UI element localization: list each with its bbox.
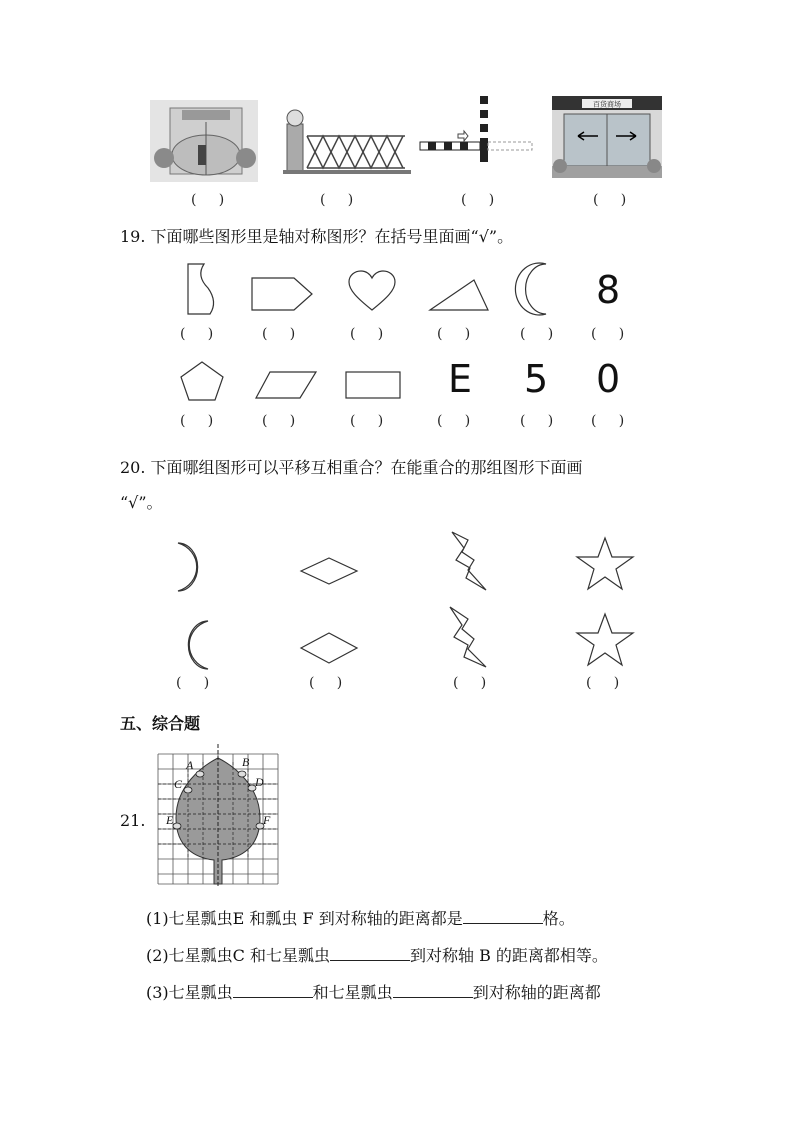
answer-paren-19-6[interactable]: ( ) [591, 326, 625, 342]
answer-paren-19-11[interactable]: ( ) [520, 413, 554, 429]
part-2-text-b: 到对称轴 B 的距离都相等。 [410, 946, 608, 965]
label-a: A [186, 758, 194, 772]
star-figure-bottom [576, 612, 636, 668]
answer-blank-2[interactable] [330, 946, 410, 961]
answer-paren-19-4[interactable]: ( ) [437, 326, 471, 342]
label-f: F [263, 813, 271, 827]
answer-paren-20-1[interactable]: ( ) [176, 675, 210, 691]
answer-paren-19-2[interactable]: ( ) [262, 326, 296, 342]
digit-0-figure: 0 [596, 357, 621, 401]
sliding-gate-image [283, 106, 413, 176]
sliding-door-image [552, 96, 664, 180]
answer-blank-1[interactable] [463, 909, 543, 924]
triangle-figure [428, 278, 492, 314]
moon-figure-top [176, 541, 210, 593]
part-3-text-a: (3)七星瓢虫 [146, 983, 233, 1002]
part-2-text-a: (2)七星瓢虫C 和七星瓢虫 [146, 946, 330, 965]
digit-8-figure: 8 [596, 268, 621, 312]
question-21-number: 21. [120, 811, 146, 830]
crescent-figure [520, 262, 554, 318]
answer-paren-top-4[interactable]: ( ) [593, 192, 627, 208]
answer-paren-20-4[interactable]: ( ) [586, 675, 620, 691]
answer-paren-19-9[interactable]: ( ) [350, 413, 384, 429]
star-figure-top [576, 536, 636, 592]
part-3-text-c: 到对称轴的距离都 [472, 983, 601, 1002]
answer-blank-3[interactable] [233, 983, 313, 998]
question-20-line2: “√”。 [120, 493, 163, 512]
answer-blank-4[interactable] [393, 983, 473, 998]
label-b: B [242, 755, 250, 769]
label-e: E [166, 813, 174, 827]
moon-figure-bottom [176, 619, 210, 671]
question-19-text: 19. 下面哪些图形里是轴对称图形？在括号里面画“√”。 [120, 227, 514, 246]
store-sign-text: 百货商场 [593, 100, 621, 109]
answer-paren-top-3[interactable]: ( ) [461, 192, 495, 208]
answer-paren-19-12[interactable]: ( ) [591, 413, 625, 429]
answer-paren-top-2[interactable]: ( ) [320, 192, 354, 208]
digit-5-figure: 5 [524, 357, 549, 401]
part-1-text-b: 格。 [542, 909, 575, 928]
rhombus-figure-top [299, 556, 361, 586]
letter-e-figure: E [448, 357, 473, 401]
answer-paren-20-2[interactable]: ( ) [309, 675, 343, 691]
answer-paren-19-8[interactable]: ( ) [262, 413, 296, 429]
barrier-gate-image [418, 96, 538, 166]
lightning-figure-bottom [446, 605, 488, 669]
question-21-part-3 [146, 980, 601, 1003]
answer-paren-19-1[interactable]: ( ) [180, 326, 214, 342]
curved-shape-figure [184, 262, 224, 318]
question-20-line1: 20. 下面哪组图形可以平移互相重合？在能重合的那组图形下面画 [120, 458, 583, 477]
rhombus-figure-bottom [299, 631, 361, 665]
answer-paren-19-5[interactable]: ( ) [520, 326, 554, 342]
answer-paren-top-1[interactable]: ( ) [191, 192, 225, 208]
part-3-text-b: 和七星瓢虫 [312, 983, 393, 1002]
heart-figure [347, 270, 397, 314]
question-21-part-1 [146, 906, 575, 929]
answer-paren-20-3[interactable]: ( ) [453, 675, 487, 691]
rectangle-figure [344, 370, 402, 402]
parallelogram-figure [254, 370, 318, 402]
leaf-grid-figure [156, 752, 280, 886]
answer-paren-19-10[interactable]: ( ) [437, 413, 471, 429]
part-1-text-a: (1)七星瓢虫E 和瓢虫 F 到对称轴的距离都是 [146, 909, 463, 928]
pentagon-arrow-figure [250, 276, 314, 316]
pentagon-figure [179, 360, 225, 402]
lightning-figure-top [448, 530, 490, 594]
question-21-part-2 [146, 943, 608, 966]
label-d: D [255, 775, 264, 789]
revolving-door-image [150, 100, 260, 185]
label-c: C [174, 777, 183, 791]
answer-paren-19-7[interactable]: ( ) [180, 413, 214, 429]
answer-paren-19-3[interactable]: ( ) [350, 326, 384, 342]
section-5-title: 五、综合题 [120, 714, 201, 733]
